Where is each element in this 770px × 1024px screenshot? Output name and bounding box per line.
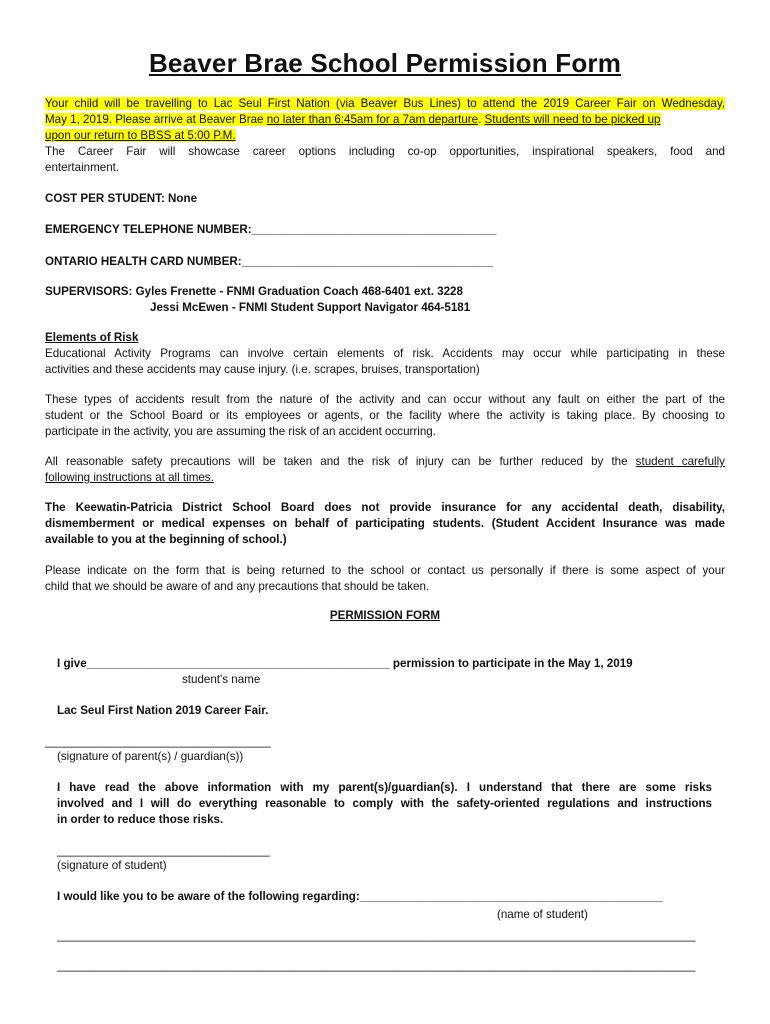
cost-per-student: COST PER STUDENT: None [45, 192, 198, 205]
indicate-line-1: Please indicate on the form that is being returned to the school or contact us personally if there is some aspect of your [45, 564, 725, 577]
indicate-line-2: child that we should be aware of and any precautions that should be taken. [45, 580, 430, 593]
risk-para-1-line-1: Educational Activity Programs can involve certain elements of risk. Accidents may occur while participating in these [45, 347, 725, 360]
risk-para-2-line-1: These types of accidents result from the nature of the activity and can occur without any fault on either the part of the [45, 393, 725, 406]
intro-line-3: upon our return to BBSS at 5:00 P.M. [45, 129, 236, 142]
emergency-phone-field[interactable]: EMERGENCY TELEPHONE NUMBER:______________________________________ [45, 223, 497, 236]
student-signature-caption: (signature of student) [57, 859, 167, 872]
intro-line-2 [45, 112, 661, 128]
departure-time-text: no later than 6:45am for a 7am departure [266, 113, 479, 126]
risk-para-3-line-1: All reasonable safety precautions will be taken and the risk of injury can be further reduced by the student carefully [45, 455, 725, 468]
acknowledgement-line-3: in order to reduce those risks. [57, 813, 224, 826]
awareness-field[interactable]: I would like you to be aware of the following regarding:_______________________________________________ [57, 890, 663, 903]
student-signature-line[interactable]: _________________________________ [57, 844, 270, 857]
risk-para-1-line-2: activities and these accidents may cause injury. (i.e. scrapes, bruises, transportation) [45, 363, 480, 376]
event-name: Lac Seul First Nation 2019 Career Fair. [57, 704, 269, 717]
intro-line-2-punct: . [478, 113, 485, 126]
parent-signature-line[interactable]: ___________________________________ [45, 735, 271, 748]
notes-blank-line-1[interactable]: ___________________________________________________________________________________________________ [57, 929, 696, 942]
page-title: Beaver Brae School Permission Form [148, 48, 622, 78]
name-of-student-caption: (name of student) [497, 908, 588, 921]
notes-blank-line-2[interactable]: ___________________________________________________________________________________________________ [57, 959, 696, 972]
risk-para-2-line-3: participate in the activity, you are assuming the risk of an accident occurring. [45, 425, 436, 438]
risk-para-2-line-2: student or the School Board or its employees or agents, or the facility where the activity is taking place. By choosing to [45, 409, 725, 422]
parent-signature-caption: (signature of parent(s) / guardian(s)) [57, 750, 244, 763]
insurance-line-3: available to you at the beginning of school.) [45, 533, 287, 546]
insurance-line-2: dismemberment or medical expenses on behalf of participating students. (Student Accident Insurance was made [45, 517, 725, 530]
supervisor-line-1: SUPERVISORS: Gyles Frenette - FNMI Graduation Coach 468-6401 ext. 3228 [45, 285, 463, 298]
intro-line-5: entertainment. [45, 161, 120, 174]
pickup-notice-text: Students will need to be picked up [484, 113, 661, 126]
student-name-caption: student's name [182, 673, 261, 686]
intro-line-1: Your child will be travelling to Lac Seul First Nation (via Beaver Bus Lines) to attend the 2019 Career Fair on Wednesday, [45, 97, 725, 110]
student-name-field[interactable]: I give_______________________________________________ permission to participate in the May 1, 2019 [57, 657, 633, 670]
risk-heading: Elements of Risk [45, 331, 139, 344]
health-card-field[interactable]: ONTARIO HEALTH CARD NUMBER:_______________________________________ [45, 255, 494, 268]
risk-para-3-line-2: following instructions at all times. [45, 471, 214, 484]
permission-form-heading: PERMISSION FORM [329, 609, 441, 622]
intro-line-4: The Career Fair will showcase career options including co-op opportunities, inspirational speakers, food and [45, 145, 725, 158]
insurance-line-1: The Keewatin-Patricia District School Board does not provide insurance for any accidental death, disability, [45, 501, 725, 514]
acknowledgement-line-1: I have read the above information with my parent(s)/guardian(s). I understand that there are some risks [57, 781, 712, 794]
acknowledgement-line-2: involved and I will do everything reasonable to comply with the safety-oriented regulations and instructions [57, 797, 712, 810]
intro-line-2-text: May 1, 2019. Please arrive at Beaver Brae [45, 113, 267, 126]
supervisor-line-2: Jessi McEwen - FNMI Student Support Navigator 464-5181 [150, 301, 471, 314]
